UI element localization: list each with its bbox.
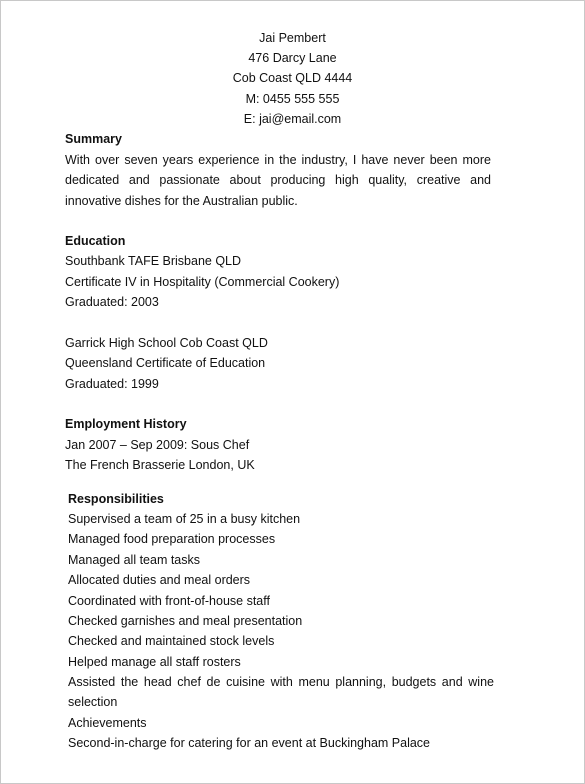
responsibility-item: Assisted the head chef de cuisine with menu planning, budgets and wine selection: [68, 675, 494, 710]
employment-employer: The French Brasserie London, UK: [65, 458, 255, 472]
employment-heading: Employment History: [65, 417, 187, 431]
responsibility-item: Managed food preparation processes: [68, 532, 276, 546]
education-qualification: Queensland Certificate of Education: [65, 356, 266, 370]
contact-street: 476 Darcy Lane: [248, 51, 337, 65]
contact-city: Cob Coast QLD 4444: [232, 71, 353, 85]
contact-email: E: jai@email.com: [243, 112, 342, 126]
responsibility-item: Checked and maintained stock levels: [68, 634, 275, 648]
employment-period: Jan 2007 – Sep 2009: Sous Chef: [65, 438, 250, 452]
achievements-label: Achievements: [68, 716, 147, 730]
education-heading: Education: [65, 234, 126, 248]
achievement-item: Second-in-charge for catering for an event at Buckingham Palace: [68, 736, 431, 750]
education-school: Garrick High School Cob Coast QLD: [65, 336, 268, 350]
summary-heading: Summary: [65, 132, 122, 146]
contact-name: Jai Pembert: [259, 31, 326, 45]
responsibility-item: Helped manage all staff rosters: [68, 655, 241, 669]
education-qualification: Certificate IV in Hospitality (Commercial Cookery): [65, 275, 340, 289]
responsibility-item: Managed all team tasks: [68, 553, 201, 567]
responsibility-item: Coordinated with front-of-house staff: [68, 594, 270, 608]
responsibility-item: Checked garnishes and meal presentation: [68, 614, 303, 628]
responsibilities-heading: Responsibilities: [68, 492, 164, 506]
responsibility-item: Supervised a team of 25 in a busy kitchen: [68, 512, 301, 526]
education-graduated: Graduated: 2003: [65, 295, 159, 309]
contact-mobile: M: 0455 555 555: [245, 92, 340, 106]
education-graduated: Graduated: 1999: [65, 377, 159, 391]
summary-text: With over seven years experience in the industry, I have never been more dedicated and passionate about producing high quality, creative and innovative dishes for the Australian public.: [65, 153, 491, 208]
education-school: Southbank TAFE Brisbane QLD: [65, 254, 242, 268]
responsibility-item: Allocated duties and meal orders: [68, 573, 251, 587]
